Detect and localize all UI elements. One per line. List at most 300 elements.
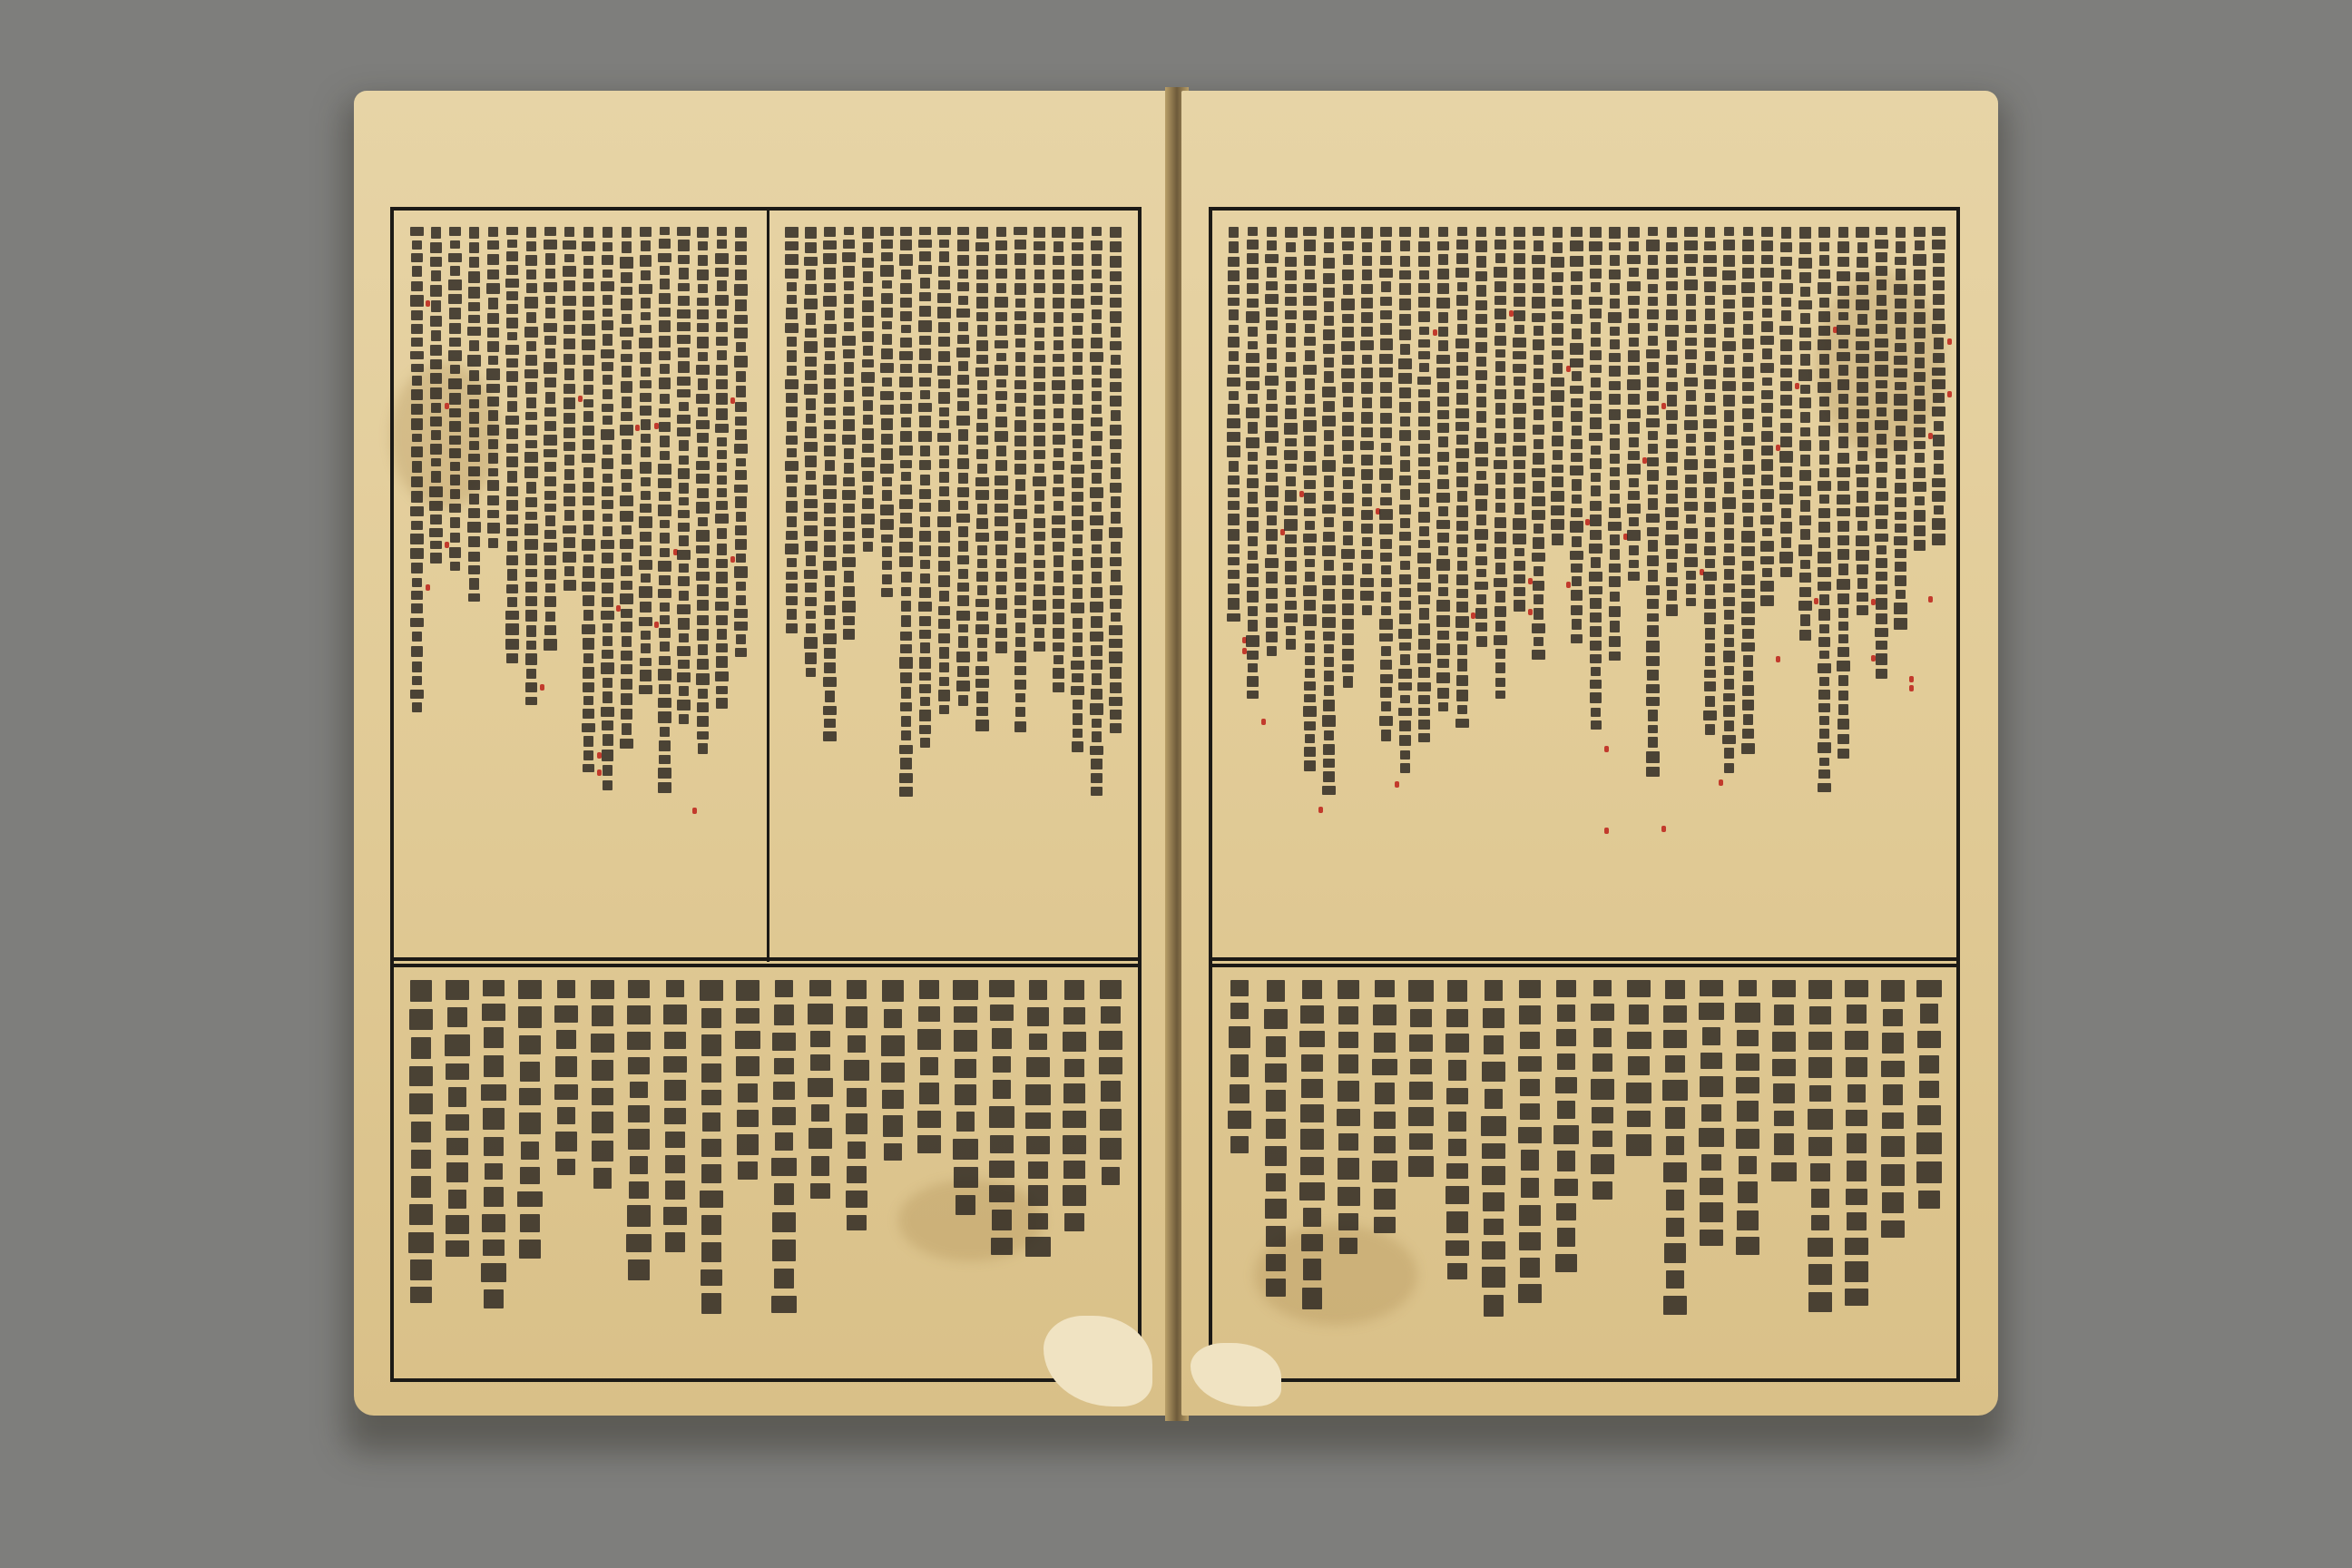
ink-glyph	[1589, 241, 1602, 251]
ink-glyph	[1015, 269, 1025, 279]
ink-glyph	[626, 1234, 652, 1252]
ink-glyph	[1248, 606, 1258, 616]
ink-glyph	[677, 672, 691, 682]
ink-glyph	[1667, 590, 1678, 601]
ink-glyph	[1933, 294, 1944, 305]
ink-glyph	[1495, 649, 1506, 658]
ink-glyph	[1665, 507, 1678, 517]
ink-glyph	[958, 695, 968, 705]
ink-glyph	[544, 476, 555, 487]
ink-glyph	[1646, 641, 1659, 652]
ink-glyph	[1285, 547, 1297, 557]
ink-glyph	[1494, 336, 1507, 346]
ink-glyph	[467, 327, 481, 336]
ink-glyph	[1686, 571, 1696, 580]
ink-glyph	[1099, 1031, 1122, 1050]
ink-glyph	[697, 702, 709, 712]
text-column	[563, 227, 576, 594]
ink-glyph	[954, 1006, 976, 1023]
ink-glyph	[1457, 282, 1468, 292]
ink-glyph	[1476, 636, 1487, 647]
ink-glyph	[1324, 685, 1334, 696]
ink-glyph	[716, 587, 728, 598]
ink-glyph	[919, 531, 930, 542]
ink-glyph	[1053, 256, 1064, 266]
text-column	[1589, 227, 1602, 733]
ink-glyph	[1724, 544, 1734, 553]
ink-glyph	[1228, 1111, 1251, 1129]
ink-glyph	[1876, 252, 1886, 262]
ink-glyph	[1551, 519, 1564, 530]
ink-glyph	[1724, 679, 1734, 689]
ink-glyph	[1266, 473, 1277, 482]
ink-glyph	[1110, 667, 1122, 679]
ink-glyph	[564, 309, 575, 321]
text-column	[1265, 227, 1279, 660]
ink-glyph	[1704, 546, 1717, 555]
ink-glyph	[411, 281, 422, 292]
ink-glyph	[701, 1034, 721, 1056]
ink-glyph	[957, 555, 969, 565]
ink-glyph	[977, 394, 987, 405]
ink-glyph	[1666, 410, 1679, 420]
ink-glyph	[1476, 227, 1486, 237]
text-column	[1090, 227, 1103, 799]
ink-glyph	[602, 500, 614, 509]
ink-glyph	[602, 553, 613, 564]
ink-glyph	[786, 407, 799, 417]
ink-glyph	[1015, 523, 1025, 534]
ink-glyph	[1875, 240, 1888, 250]
ink-glyph	[469, 427, 480, 436]
ink-glyph	[1571, 439, 1583, 449]
ink-glyph	[976, 436, 988, 445]
ink-glyph	[1704, 338, 1716, 348]
ink-glyph	[1808, 1292, 1833, 1312]
ink-glyph	[995, 504, 1008, 513]
ink-glyph	[938, 575, 951, 586]
ink-glyph	[1303, 296, 1317, 307]
ink-glyph	[1248, 663, 1258, 672]
ink-glyph	[603, 623, 613, 632]
ink-glyph	[696, 420, 709, 429]
ink-glyph	[810, 1183, 830, 1200]
ink-glyph	[1856, 341, 1869, 350]
text-column	[1798, 227, 1812, 644]
ink-glyph	[805, 541, 818, 552]
ink-glyph	[1109, 652, 1122, 663]
ink-glyph	[592, 1060, 612, 1081]
ink-glyph	[410, 980, 433, 1002]
ink-glyph	[1800, 412, 1810, 423]
ink-glyph	[469, 227, 479, 239]
ink-glyph	[557, 1159, 575, 1175]
ink-glyph	[1418, 540, 1430, 549]
ink-glyph	[641, 240, 652, 251]
ink-glyph	[507, 597, 517, 606]
ink-glyph	[1914, 399, 1926, 410]
ink-glyph	[808, 1004, 833, 1024]
ink-glyph	[1648, 336, 1658, 346]
ink-glyph	[620, 257, 633, 269]
ink-glyph	[1072, 242, 1083, 250]
ink-glyph	[1705, 724, 1716, 735]
ink-glyph	[1798, 300, 1812, 309]
ink-glyph	[806, 414, 817, 423]
ink-glyph	[1808, 1264, 1832, 1286]
ink-glyph	[805, 652, 818, 664]
ink-glyph	[1704, 406, 1715, 416]
ink-glyph	[1285, 284, 1297, 293]
ink-glyph	[1557, 1228, 1576, 1247]
ink-glyph	[1285, 297, 1296, 306]
ink-glyph	[524, 297, 537, 309]
ink-glyph	[1736, 1129, 1759, 1149]
ink-glyph	[1034, 572, 1044, 581]
ink-glyph	[622, 397, 632, 408]
ink-glyph	[717, 309, 727, 318]
ink-glyph	[1896, 241, 1906, 253]
ink-glyph	[785, 269, 798, 278]
ink-glyph	[1780, 567, 1792, 578]
ink-glyph	[1247, 651, 1259, 660]
ink-glyph	[717, 463, 727, 472]
ink-glyph	[602, 320, 613, 329]
ink-glyph	[1857, 409, 1869, 418]
ink-glyph	[1091, 660, 1102, 670]
ink-glyph	[846, 1006, 867, 1028]
ink-glyph	[1400, 460, 1410, 472]
ink-glyph	[1741, 602, 1754, 612]
ink-glyph	[544, 569, 556, 580]
ink-glyph	[1362, 564, 1372, 574]
ink-glyph	[1818, 783, 1831, 792]
ink-glyph	[449, 338, 460, 347]
text-column	[1398, 227, 1412, 777]
ink-glyph	[956, 611, 970, 621]
ink-glyph	[1808, 1238, 1832, 1257]
ink-glyph	[1648, 540, 1659, 552]
ink-glyph	[1610, 438, 1621, 450]
ink-glyph	[545, 308, 555, 318]
ink-glyph	[701, 1063, 721, 1083]
ink-glyph	[918, 1006, 940, 1023]
ink-glyph	[1666, 604, 1678, 615]
ink-glyph	[1915, 342, 1926, 354]
ink-glyph	[698, 241, 708, 250]
ink-glyph	[1073, 452, 1083, 461]
ink-glyph	[786, 501, 799, 513]
ink-glyph	[1666, 242, 1678, 251]
ink-glyph	[786, 623, 798, 633]
ink-glyph	[1685, 405, 1696, 416]
ink-glyph	[1092, 719, 1102, 728]
ink-glyph	[1837, 325, 1850, 336]
ink-glyph	[1265, 1146, 1287, 1166]
ink-glyph	[1072, 741, 1083, 752]
ink-glyph	[628, 1129, 651, 1149]
ink-glyph	[842, 601, 855, 612]
ink-glyph	[1029, 980, 1048, 1000]
ink-glyph	[1014, 253, 1026, 265]
ink-glyph	[1436, 643, 1450, 654]
ink-glyph	[1592, 1107, 1613, 1123]
ink-glyph	[735, 648, 748, 657]
ink-glyph	[1360, 591, 1374, 601]
ink-glyph	[1915, 358, 1926, 368]
ink-glyph	[1610, 339, 1620, 348]
ink-glyph	[1437, 410, 1448, 418]
ink-glyph	[956, 1195, 975, 1215]
ink-glyph	[1857, 314, 1867, 325]
ink-glyph	[698, 378, 708, 390]
ink-glyph	[1648, 323, 1659, 332]
ink-glyph	[518, 980, 542, 999]
ink-glyph	[1100, 1138, 1122, 1160]
ink-glyph	[524, 452, 537, 463]
ink-glyph	[1705, 532, 1716, 544]
ink-glyph	[1034, 367, 1045, 378]
ink-glyph	[1014, 651, 1026, 662]
ink-glyph	[628, 980, 650, 998]
ink-glyph	[1092, 323, 1102, 334]
ink-glyph	[1739, 980, 1757, 996]
ink-glyph	[507, 332, 518, 341]
text-column	[1916, 980, 1942, 1215]
ink-glyph	[996, 559, 1007, 568]
ink-glyph	[601, 429, 614, 441]
text-column	[989, 980, 1014, 1262]
text-column	[1699, 980, 1724, 1253]
ink-glyph	[1779, 482, 1792, 491]
ink-glyph	[679, 456, 690, 466]
ink-glyph	[1552, 436, 1564, 446]
ink-glyph	[958, 445, 968, 455]
ink-glyph	[1438, 340, 1449, 350]
ink-glyph	[659, 336, 671, 347]
ink-glyph	[1571, 314, 1583, 325]
ink-glyph	[1054, 241, 1063, 252]
ink-glyph	[677, 415, 691, 424]
ink-glyph	[1799, 397, 1810, 408]
ink-glyph	[1438, 312, 1449, 323]
ink-glyph	[1519, 1232, 1541, 1250]
ink-glyph	[1092, 366, 1102, 375]
ink-glyph	[1360, 578, 1373, 587]
ink-glyph	[1457, 227, 1467, 236]
ink-glyph	[1737, 1030, 1759, 1046]
ink-glyph	[1229, 309, 1239, 320]
ink-glyph	[1437, 479, 1448, 489]
ink-glyph	[1110, 271, 1122, 281]
ink-glyph	[1248, 465, 1259, 475]
ink-glyph	[409, 1093, 434, 1114]
ink-glyph	[469, 257, 479, 267]
ink-glyph	[1838, 312, 1849, 320]
ink-glyph	[1704, 459, 1715, 468]
ink-glyph	[1532, 553, 1545, 562]
ink-glyph	[1361, 510, 1373, 519]
ink-glyph	[621, 651, 633, 660]
ink-glyph	[1285, 575, 1297, 583]
ink-glyph	[525, 653, 538, 665]
ink-glyph	[1054, 327, 1064, 337]
ink-glyph	[1304, 451, 1317, 462]
ink-glyph	[1092, 544, 1102, 554]
text-column	[953, 980, 978, 1222]
ink-glyph	[1266, 404, 1278, 412]
ink-glyph	[772, 1033, 795, 1051]
ink-glyph	[411, 521, 424, 530]
ink-glyph	[1742, 382, 1754, 392]
ink-glyph	[1342, 412, 1354, 422]
ink-glyph	[1571, 634, 1583, 643]
ink-glyph	[1054, 340, 1063, 350]
ink-glyph	[544, 282, 556, 291]
text-column	[804, 227, 818, 681]
ink-glyph	[1845, 1238, 1868, 1255]
ink-glyph	[1627, 1032, 1651, 1049]
ink-glyph	[446, 1240, 468, 1257]
ink-glyph	[1571, 398, 1582, 407]
ink-glyph	[1876, 558, 1888, 568]
ink-glyph	[1914, 415, 1926, 424]
text-column	[1098, 980, 1123, 1191]
ink-glyph	[993, 1080, 1011, 1099]
ink-glyph	[1073, 394, 1083, 405]
ink-glyph	[804, 637, 817, 649]
ink-glyph	[1552, 534, 1564, 545]
ink-glyph	[1589, 433, 1602, 441]
ink-glyph	[977, 325, 987, 337]
ink-glyph	[771, 1296, 797, 1313]
ink-glyph	[622, 227, 632, 238]
ink-glyph	[621, 709, 632, 720]
ink-glyph	[976, 340, 987, 351]
ink-glyph	[1092, 502, 1102, 512]
ink-glyph	[1229, 461, 1239, 472]
ink-glyph	[1761, 321, 1774, 332]
ink-glyph	[1380, 413, 1391, 424]
ink-glyph	[1482, 1143, 1505, 1160]
ink-glyph	[411, 418, 422, 429]
ink-glyph	[786, 596, 799, 605]
ink-glyph	[1266, 416, 1278, 427]
text-column	[481, 980, 506, 1316]
ink-glyph	[736, 386, 746, 397]
ink-glyph	[582, 454, 594, 463]
ink-glyph	[430, 359, 442, 369]
ink-glyph	[1838, 521, 1849, 533]
ink-glyph	[1772, 1059, 1797, 1076]
ink-glyph	[1723, 705, 1735, 717]
ink-glyph	[1495, 376, 1505, 386]
text-column	[1553, 980, 1579, 1279]
ink-glyph	[1436, 355, 1450, 364]
ink-glyph	[957, 335, 968, 344]
ink-glyph	[805, 370, 818, 380]
ink-glyph	[1916, 980, 1942, 997]
ink-glyph	[735, 525, 748, 535]
ink-glyph	[1894, 536, 1906, 545]
ink-glyph	[825, 460, 835, 470]
ink-glyph	[1809, 1085, 1832, 1102]
ink-glyph	[824, 446, 836, 456]
ink-glyph	[659, 320, 671, 332]
ink-glyph	[1514, 503, 1524, 514]
ink-glyph	[660, 615, 670, 624]
ink-glyph	[622, 340, 632, 349]
ink-glyph	[411, 310, 423, 319]
ink-glyph	[525, 682, 536, 692]
ink-glyph	[1896, 328, 1906, 339]
ink-glyph	[1053, 461, 1065, 470]
ink-glyph	[1381, 730, 1391, 741]
ink-glyph	[1857, 578, 1867, 589]
ink-glyph	[1247, 521, 1258, 533]
ink-glyph	[1495, 361, 1505, 372]
ink-glyph	[1704, 324, 1717, 334]
ink-glyph	[1838, 286, 1849, 296]
ink-glyph	[1628, 296, 1639, 305]
ink-glyph	[1798, 544, 1812, 556]
ink-glyph	[1379, 524, 1392, 534]
ink-glyph	[1374, 1112, 1396, 1129]
text-column	[1818, 227, 1831, 796]
ink-glyph	[1857, 521, 1867, 531]
ink-glyph	[1228, 257, 1239, 267]
ink-glyph	[484, 1187, 505, 1208]
ink-glyph	[1029, 1034, 1047, 1050]
ink-glyph	[1446, 1240, 1469, 1256]
ink-glyph	[939, 420, 950, 429]
ink-glyph	[1534, 439, 1544, 449]
ink-glyph	[1648, 725, 1658, 733]
ink-glyph	[1494, 309, 1507, 319]
ink-glyph	[678, 510, 690, 519]
ink-glyph	[787, 350, 798, 362]
ink-glyph	[621, 693, 632, 705]
ink-glyph	[1847, 1004, 1867, 1024]
ink-glyph	[1818, 270, 1829, 279]
ink-glyph	[410, 1259, 432, 1279]
ink-glyph	[1092, 254, 1102, 266]
ink-glyph	[563, 525, 576, 534]
ink-glyph	[582, 539, 594, 550]
ink-glyph	[1304, 436, 1316, 446]
ink-glyph	[698, 284, 709, 293]
text-column	[429, 227, 443, 567]
ink-glyph	[1304, 721, 1317, 730]
ink-glyph	[640, 393, 652, 402]
ink-glyph	[660, 227, 670, 235]
ink-glyph	[958, 541, 969, 552]
ink-glyph	[1875, 534, 1888, 542]
ink-glyph	[1286, 588, 1296, 597]
ink-glyph	[1475, 342, 1487, 354]
ink-glyph	[431, 270, 441, 280]
ink-glyph	[1513, 403, 1525, 413]
ink-glyph	[1305, 270, 1316, 279]
ink-glyph	[1934, 464, 1944, 475]
ink-glyph	[1609, 270, 1622, 279]
text-column	[448, 227, 462, 575]
ink-glyph	[1627, 464, 1641, 475]
ink-glyph	[1684, 528, 1697, 540]
ink-glyph	[1054, 555, 1064, 567]
ink-glyph	[1073, 588, 1083, 598]
ink-glyph	[506, 227, 518, 235]
